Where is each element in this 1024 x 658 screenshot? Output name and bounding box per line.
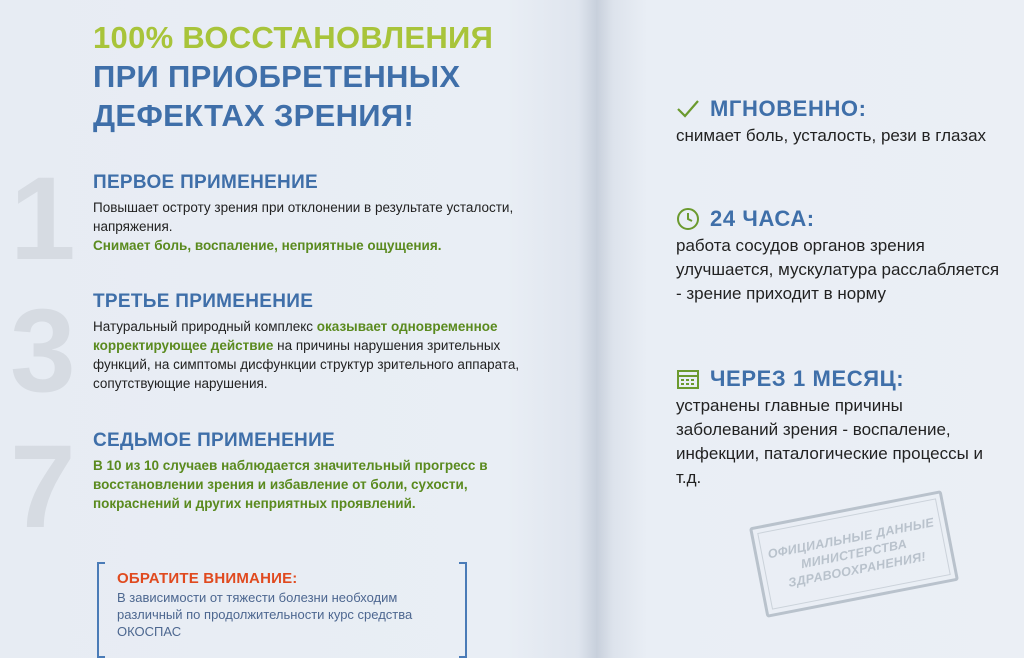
calendar-icon	[676, 367, 700, 391]
step-highlight: оказывает одновременное корректирующее действие	[93, 319, 498, 353]
fact-instant	[676, 96, 1006, 148]
headline-line-2: ПРИ ПРИОБРЕТЕННЫХ	[93, 59, 461, 94]
fact-text: работа сосудов органов зрения улучшается, мускулатура расслабляется - зрение приходит в норму	[676, 236, 1000, 303]
bracket-right	[459, 562, 467, 658]
fact-title: ЧЕРЕЗ 1 МЕСЯЦ:	[710, 366, 905, 391]
official-stamp: ОФИЦИАЛЬНЫЕ ДАННЫЕ МИНИСТЕРСТВА ЗДРАВООХРАНЕНИЯ!	[749, 490, 959, 618]
step-title: СЕДЬМОЕ ПРИМЕНЕНИЕ	[93, 430, 335, 451]
headline	[93, 18, 493, 135]
notice-box	[97, 562, 467, 658]
fact-title: МГНОВЕННО:	[710, 96, 867, 121]
notice-text: В зависимости от тяжести болезни необходим различный по продолжительности курс средства ОКОСПАС	[117, 590, 413, 639]
fact-text: устранены главные причины заболеваний зрения - воспаление, инфекции, паталогические процессы и т.д.	[676, 396, 984, 487]
step-number-7: 7	[10, 421, 76, 553]
step-text	[93, 456, 543, 513]
right-page	[596, 0, 1024, 658]
headline-line-3: ДЕФЕКТАХ ЗРЕНИЯ!	[93, 98, 415, 133]
step-text	[93, 317, 543, 393]
step-title: ТРЕТЬЕ ПРИМЕНЕНИЕ	[93, 291, 314, 312]
step-first	[93, 172, 543, 255]
step-highlight: Снимает боль, воспаление, неприятные ощущения.	[93, 238, 442, 253]
step-description: Повышает остроту зрения при отклонении в результате усталости, напряжения.	[93, 200, 514, 234]
checkmark-icon	[676, 97, 700, 121]
fact-24-hours	[676, 206, 1006, 306]
fact-text: снимает боль, усталость, рези в глазах	[676, 126, 987, 145]
step-title: ПЕРВОЕ ПРИМЕНЕНИЕ	[93, 172, 319, 193]
bracket-left	[97, 562, 105, 658]
clock-icon	[676, 207, 700, 231]
step-text	[93, 198, 543, 255]
step-highlight: В 10 из 10 случаев наблюдается значительный прогресс в восстановлении зрения и избавление от боли, сухости, покраснений и других неприятных проявлений.	[93, 458, 488, 511]
step-third	[93, 291, 543, 393]
step-number-3: 3	[10, 285, 76, 417]
notice-title: ОБРАТИТЕ ВНИМАНИЕ:	[117, 570, 298, 587]
headline-line-1: 100% ВОССТАНОВЛЕНИЯ	[93, 20, 494, 55]
step-number-1: 1	[10, 153, 76, 285]
step-text-after: на причины нарушения зрительных функций, на симптомы дисфункции структур зрительного аппарата, сопутствующие нарушения.	[93, 338, 520, 391]
step-seventh	[93, 430, 543, 513]
fact-one-month	[676, 366, 1006, 490]
step-text-before: Натуральный природный комплекс	[93, 319, 317, 334]
fact-title: 24 ЧАСА:	[710, 206, 815, 231]
